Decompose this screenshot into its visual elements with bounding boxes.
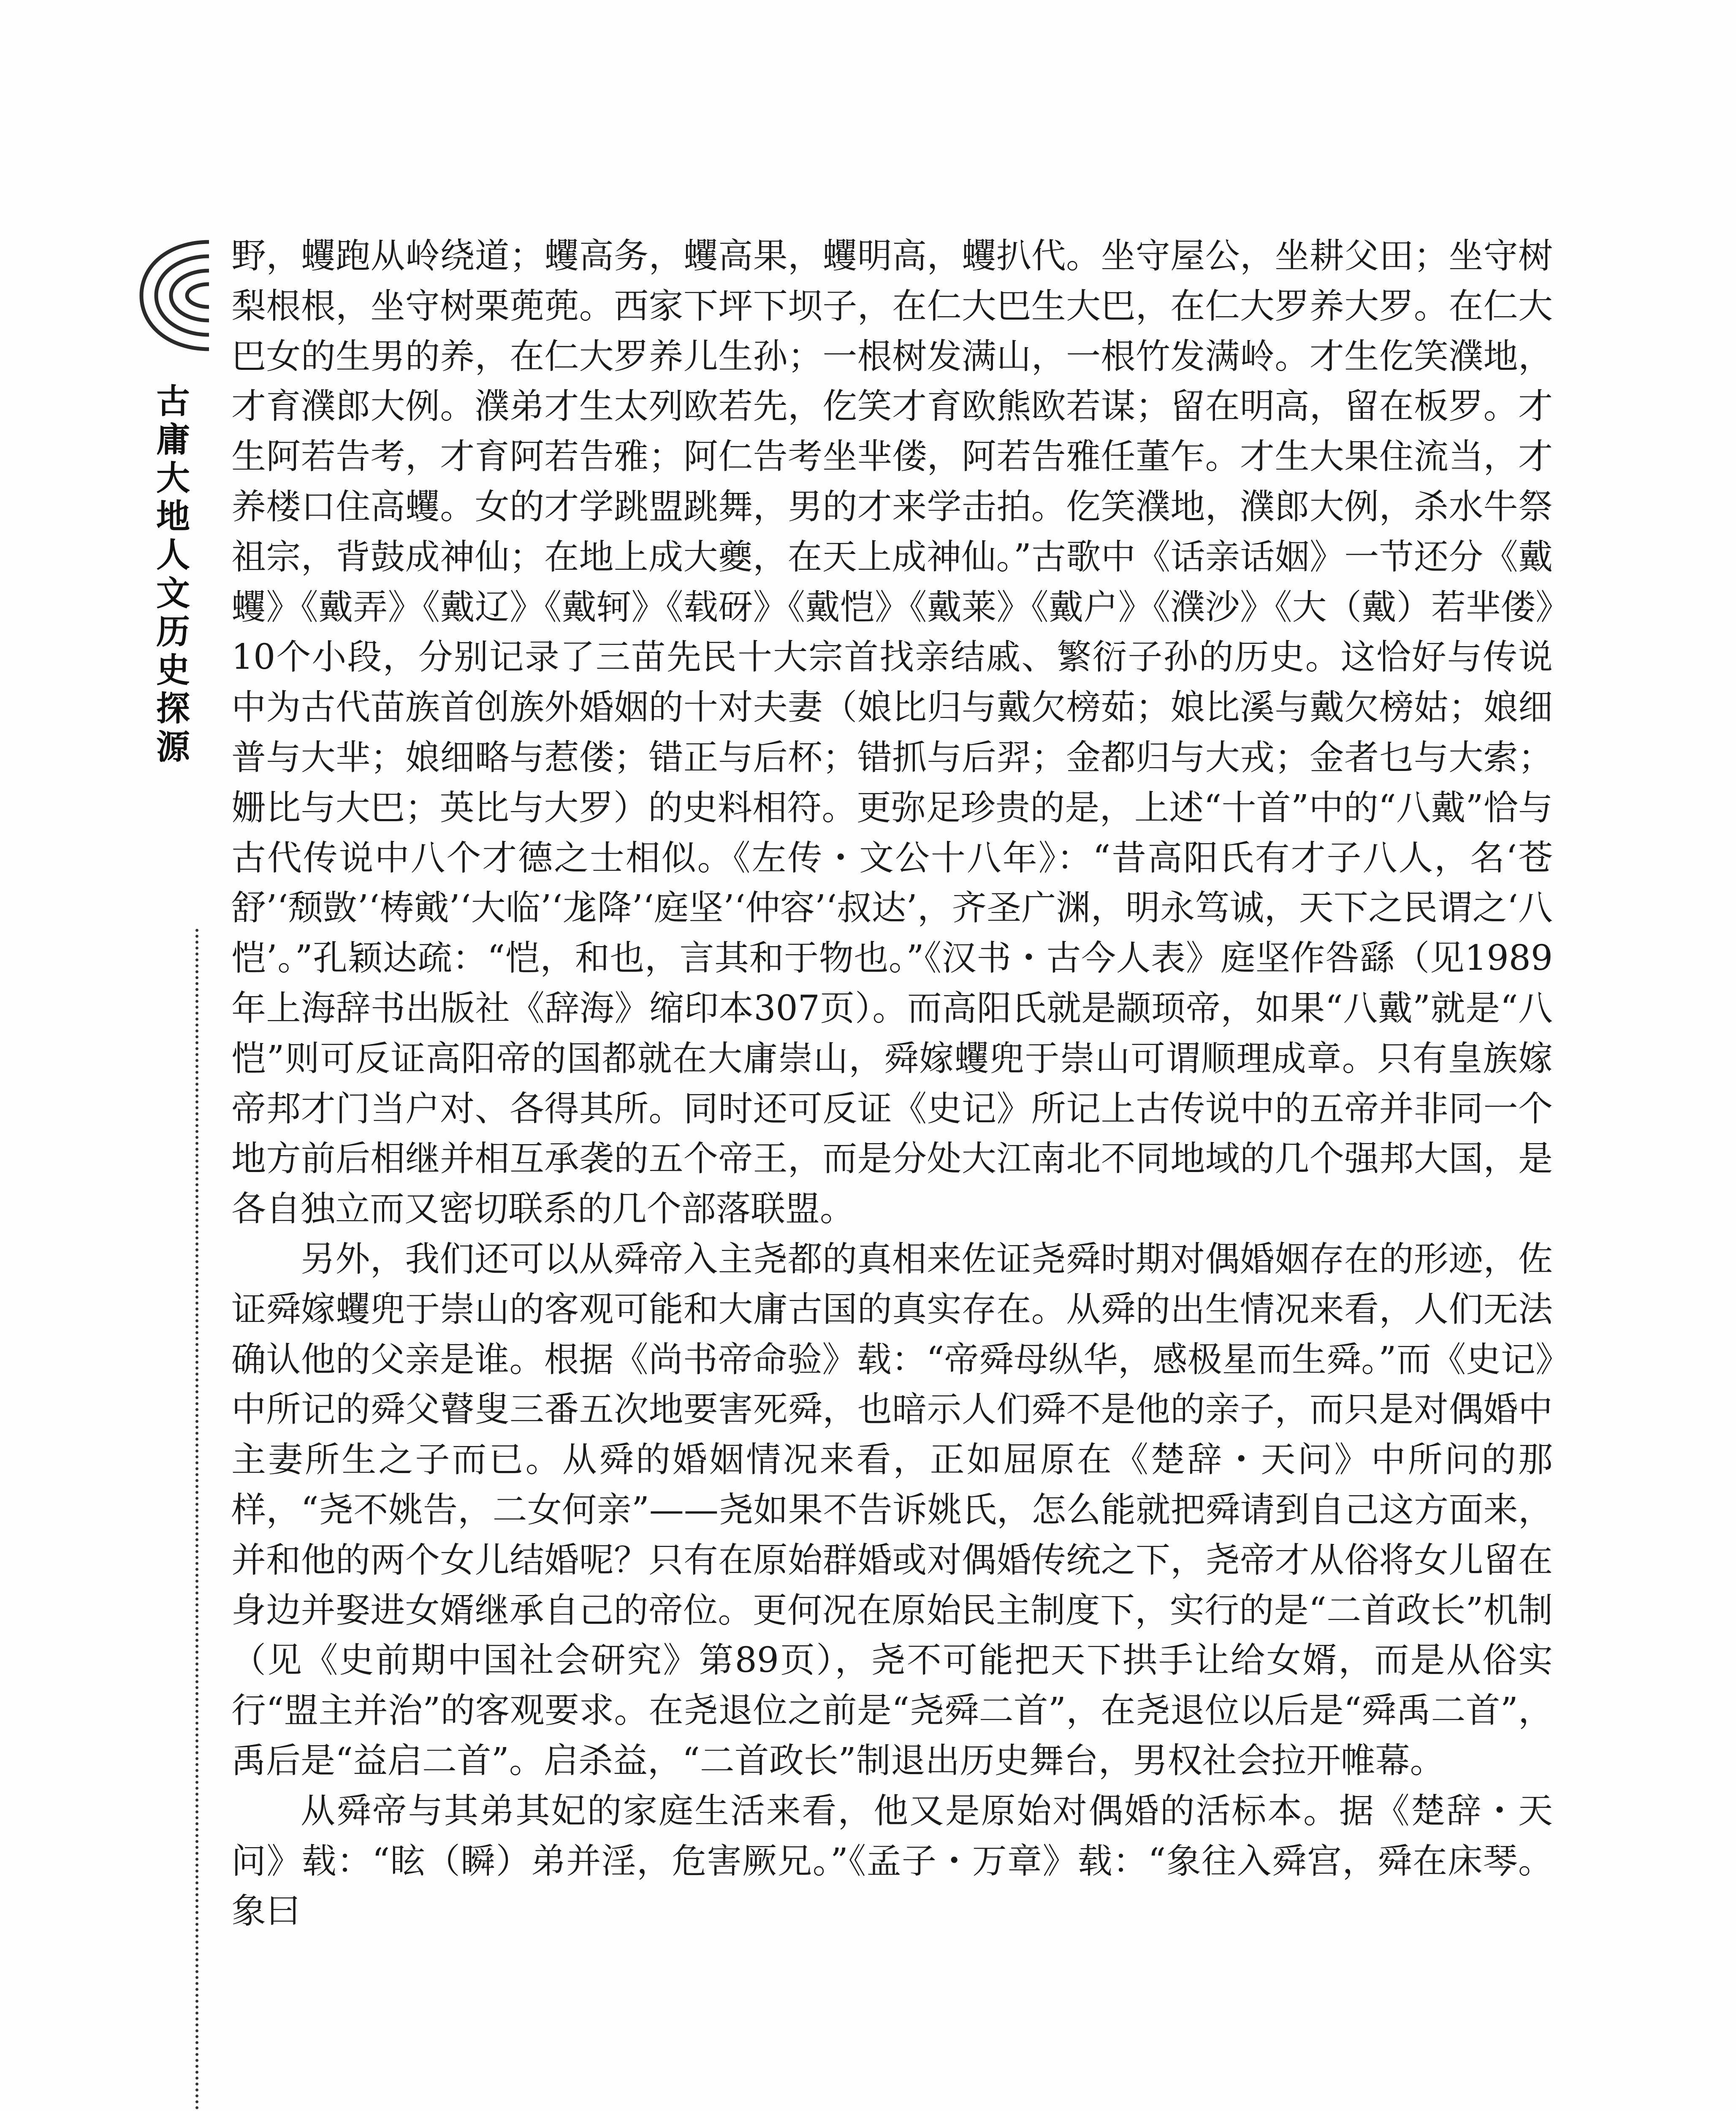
spiral-ornament-icon [125,234,211,357]
book-side-title: 古庸大地人文历史探源 [156,381,190,767]
paragraph-3: 从舜帝与其弟其妃的家庭生活来看，他又是原始对偶婚的活标本。据《楚辞・天问》载：“眩（瞬）弟并淫，危害厥兄。”《孟子・万章》载：“象往入舜宫，舜在床琴。象曰 [231,1791,1553,1932]
body-text [231,231,1553,1937]
margin-dotted-divider [195,929,198,2111]
paragraph-1: 野，蠼跑从岭绕道；蠼高务，蠼高果，蠼明高，蠼扒代。坐守屋公，坐耕父田；坐守树梨根根，坐守树栗蔸蔸。西家下坪下坝子，在仁大巴生大巴，在仁大罗养大罗。在仁大巴女的生男的养，在仁大罗养儿生孙；一根树发满山，一根竹发满岭。才生仡笑濮地，才育濮郎大例。濮弟才生太列欧若先，仡笑才育欧熊欧若谋；留在明高，留在板罗。才生阿若告考，才育阿若告雅；阿仁告考坐芈偻，阿若告雅任董乍。才生大果住流当，才养楼口住高蠼。女的才学跳盟跳舞，男的才来学击拍。仡笑濮地，濮郎大例，杀水牛祭祖宗，背鼓成神仙；在地上成大夔，在天上成神仙。”古歌中《话亲话姻》一节还分《戴蠼》《戴弄》《戴辽》《戴轲》《载砑》《戴恺》《戴莱》《戴户》《濮沙》《大（戴）若芈偻》10个小段，分别记录了三苗先民十大宗首找亲结戚、繁衍子孙的历史。这恰好与传说中为古代苗族首创族外婚姻的十对夫妻（娘比归与戴欠榜茹；娘比溪与戴欠榜姑；娘细普与大芈；娘细略与惹偻；错正与后杯；错抓与后羿；金都归与大戎；金者乜与大索；姗比与大巴；英比与大罗）的史料相符。更弥足珍贵的是，上述“十首”中的“八戴”恰与古代传说中八个才德之士相似。《左传・文公十八年》：“昔高阳氏有才子八人，名‘苍舒’‘颓敳’‘梼戭’‘大临’‘尨降’‘庭坚’‘仲容’‘叔达’，齐圣广渊，明永笃诚，天下之民谓之‘八恺’。”孔颖达疏：“恺，和也，言其和于物也。”《汉书・古今人表》庭坚作咎繇（见1989年上海辞书出版社《辞海》缩印本307页）。而高阳氏就是颛顼帝，如果“八戴”就是“八恺”则可反证高阳帝的国都就在大庸崇山，舜嫁蠼兜于崇山可谓顺理成章。只有皇族嫁帝邦才门当户对、各得其所。同时还可反证《史记》所记上古传说中的五帝并非同一个地方前后相继并相互承袭的五个帝王，而是分处大江南北不同地域的几个强邦大国，是各自独立而又密切联系的几个部落联盟。 [231,236,1553,1229]
paragraph-2: 另外，我们还可以从舜帝入主尧都的真相来佐证尧舜时期对偶婚姻存在的形迹，佐证舜嫁蠼兜于崇山的客观可能和大庸古国的真实存在。从舜的出生情况来看，人们无法确认他的父亲是谁。根据《尚书帝命验》载：“帝舜母纵华，感极星而生舜。”而《史记》中所记的舜父瞽叟三番五次地要害死舜，也暗示人们舜不是他的亲子，而只是对偶婚中主妻所生之子而已。从舜的婚姻情况来看，正如屈原在《楚辞・天问》中所问的那样，“尧不姚告，二女何亲”——尧如果不告诉姚氏，怎么能就把舜请到自己这方面来，并和他的两个女儿结婚呢？只有在原始群婚或对偶婚传统之下，尧帝才从俗将女儿留在身边并娶进女婿继承自己的帝位。更何况在原始民主制度下，实行的是“二首政长”机制（见《史前期中国社会研究》第89页），尧不可能把天下拱手让给女婿，而是从俗实行“盟主并治”的客观要求。在尧退位之前是“尧舜二首”，在尧退位以后是“舜禹二首”，禹后是“益启二首”。启杀益，“二首政长”制退出历史舞台，男权社会拉开帷幕。 [231,1239,1553,1781]
